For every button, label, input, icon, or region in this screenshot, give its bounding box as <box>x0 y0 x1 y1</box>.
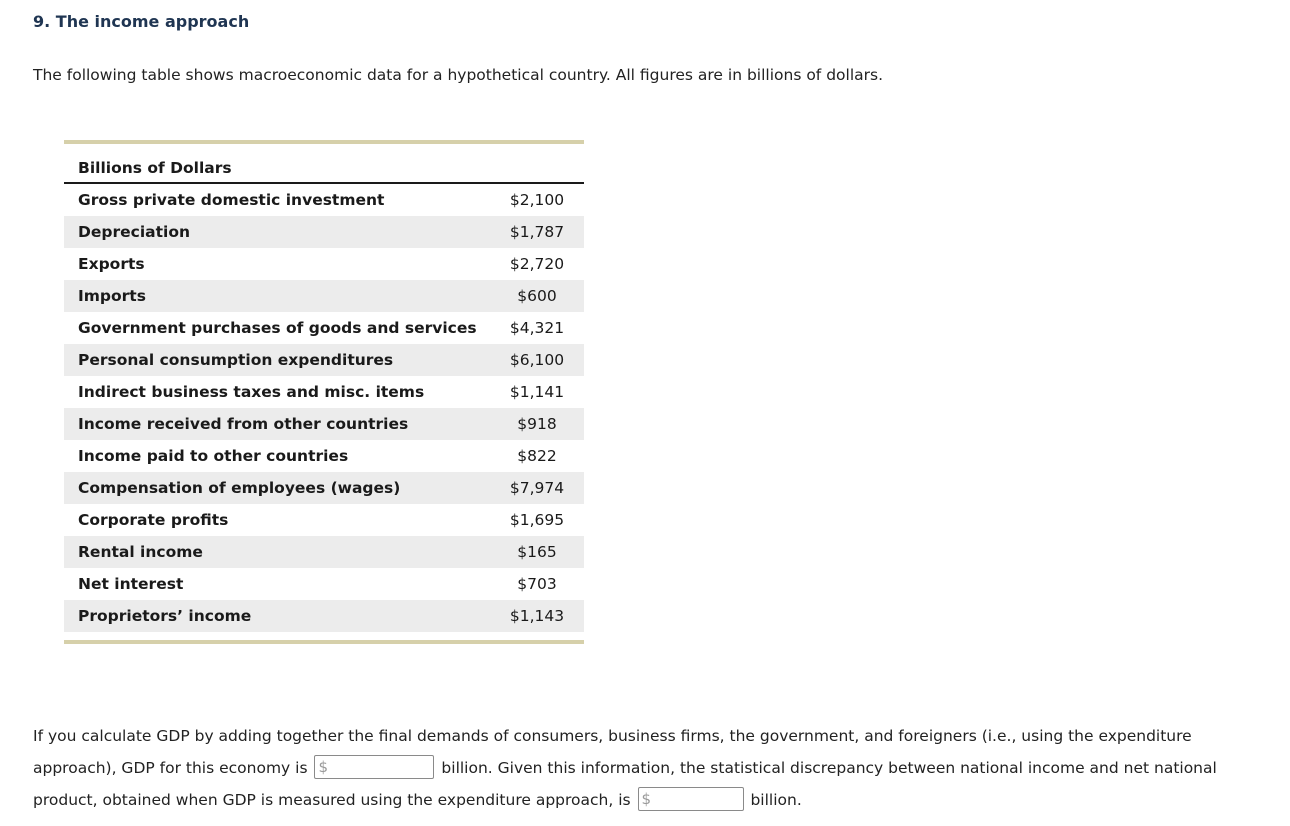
row-label: Net interest <box>78 575 184 593</box>
macro-data-table <box>64 144 584 632</box>
answer-paragraph <box>33 720 1263 816</box>
table-row <box>64 248 584 280</box>
table-header-value <box>494 144 584 183</box>
table-header-row <box>64 144 584 183</box>
row-label: Rental income <box>64 536 494 568</box>
row-value: $918 <box>494 408 584 440</box>
table-row <box>64 312 584 344</box>
question-title: 9. The income approach <box>33 12 250 31</box>
table-row <box>64 600 584 632</box>
row-label: Proprietors’ income <box>64 600 494 632</box>
discrepancy-currency-symbol: $ <box>641 789 652 808</box>
row-label: Government purchases of goods and services <box>78 319 477 337</box>
row-label: Personal consumption expenditures <box>64 344 494 376</box>
row-value: $1,143 <box>494 600 584 632</box>
row-value: $703 <box>517 575 557 593</box>
table-header-label: Billions of Dollars <box>64 144 494 183</box>
table-row <box>64 568 584 600</box>
answer-text-part3: billion. <box>750 791 802 809</box>
table-row <box>64 472 584 504</box>
gdp-input[interactable] <box>328 759 432 775</box>
row-label: Imports <box>64 280 494 312</box>
row-value: $822 <box>517 447 557 465</box>
row-value: $2,720 <box>509 255 565 273</box>
table-bottom-padding <box>64 632 584 640</box>
table-row <box>64 183 584 216</box>
table-row <box>64 376 584 408</box>
answer-text-part2: billion. Given this information, the statistical discrepancy between national income and net national product, obtained when GDP is measured using the expenditure approach, is <box>33 759 1217 809</box>
table-row <box>64 408 584 440</box>
row-value: $1,141 <box>509 383 565 401</box>
row-label: Corporate profits <box>78 511 229 529</box>
row-value: $600 <box>494 280 584 312</box>
row-value: $6,100 <box>494 344 584 376</box>
row-label: Income received from other countries <box>64 408 494 440</box>
row-value: $165 <box>494 536 584 568</box>
table-row <box>64 440 584 472</box>
table-row <box>64 504 584 536</box>
question-intro: The following table shows macroeconomic data for a hypothetical country. All figures are in billions of dollars. <box>33 66 884 84</box>
row-label: Compensation of employees (wages) <box>64 472 494 504</box>
table-row <box>64 216 584 248</box>
row-label: Gross private domestic investment <box>78 191 385 209</box>
table-row <box>64 536 584 568</box>
data-table-container <box>64 140 584 644</box>
row-value: $7,974 <box>494 472 584 504</box>
row-value: $1,787 <box>494 216 584 248</box>
discrepancy-input-box[interactable] <box>638 787 744 811</box>
row-label: Indirect business taxes and misc. items <box>78 383 425 401</box>
answer-text-part1: If you calculate GDP by adding together the final demands of consumers, business firms, the government, and foreigners (i.e., using the expenditure approach), GDP for this economy is <box>33 727 1192 777</box>
gdp-currency-symbol: $ <box>318 757 329 776</box>
gdp-input-box[interactable] <box>314 755 434 779</box>
table-row <box>64 344 584 376</box>
row-value: $1,695 <box>509 511 565 529</box>
row-value: $4,321 <box>509 319 565 337</box>
table-row <box>64 280 584 312</box>
row-label: Depreciation <box>64 216 494 248</box>
row-label: Exports <box>78 255 145 273</box>
discrepancy-input[interactable] <box>651 791 755 807</box>
row-label: Income paid to other countries <box>78 447 349 465</box>
row-value: $2,100 <box>509 191 565 209</box>
